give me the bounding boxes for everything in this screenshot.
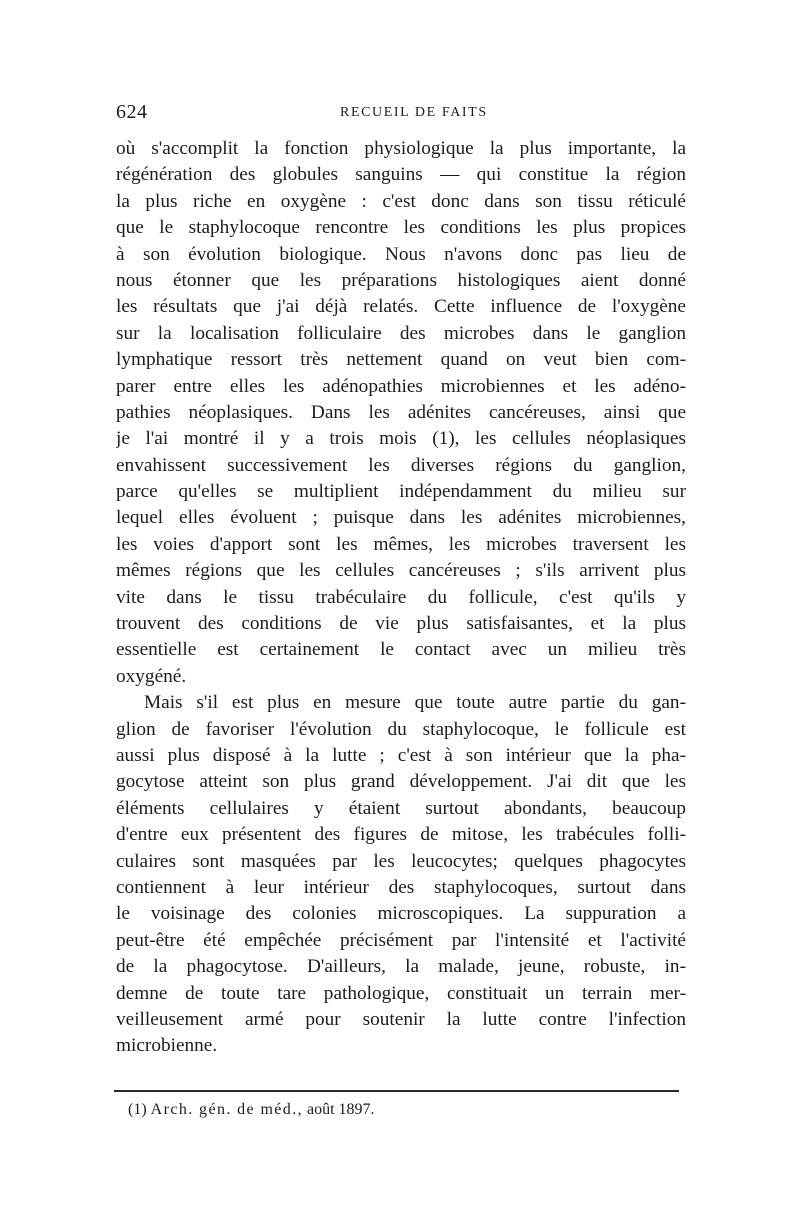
paragraph-start-line: Mais s'il est plus en mesure que toute autre partie du gan- [144, 692, 686, 714]
text-line: à son évolution biologique. Nous n'avons donc pas lieu de [116, 243, 686, 265]
text-line: pathies néoplasiques. Dans les adénites cancéreuses, ainsi que [116, 401, 686, 423]
footnote-marker: (1) [128, 1101, 147, 1118]
text-line: les voies d'apport sont les mêmes, les microbes traversent les [116, 533, 686, 555]
text-line: demne de toute tare pathologique, constituait un terrain mer- [116, 982, 686, 1004]
text-line: trouvent des conditions de vie plus satisfaisantes, et la plus [116, 613, 686, 635]
text-line: de la phagocytose. D'ailleurs, la malade, jeune, robuste, in- [116, 956, 686, 978]
footnote-divider-tail [669, 1090, 679, 1092]
body-text [116, 136, 686, 1060]
text-line: gocytose atteint son plus grand développement. J'ai dit que les [116, 771, 686, 793]
text-line: je l'ai montré il y a trois mois (1), les cellules néoplasiques [116, 428, 686, 450]
text-line: parce qu'elles se multiplient indépendamment du milieu sur [116, 481, 686, 503]
paragraph-end-line: microbienne. [116, 1035, 218, 1057]
text-line: glion de favoriser l'évolution du staphylocoque, le follicule est [116, 718, 686, 740]
text-line: aussi plus disposé à la lutte ; c'est à son intérieur que la pha- [116, 744, 686, 766]
page-number: 624 [116, 101, 148, 123]
running-header [116, 101, 684, 129]
text-line: contiennent à leur intérieur des staphylocoques, surtout dans [116, 876, 686, 898]
footnote-date: août 1897. [307, 1101, 375, 1118]
text-line: d'entre eux présentent des figures de mitose, les trabécules folli- [116, 824, 686, 846]
text-line: essentielle est certainement le contact avec un milieu très [116, 639, 686, 661]
paragraph-end-line: oxygéné. [116, 665, 187, 687]
text-line: où s'accomplit la fonction physiologique la plus importante, la [116, 138, 686, 159]
text-line: veilleusement armé pour soutenir la lutte contre l'infection [116, 1008, 686, 1030]
text-line: les résultats que j'ai déjà relatés. Cette influence de l'oxygène [116, 296, 686, 318]
text-line: peut-être été empêchée précisément par l'intensité et l'activité [116, 929, 686, 951]
text-line: parer entre elles les adénopathies microbiennes et les adéno- [116, 375, 686, 397]
text-line: culaires sont masquées par les leucocytes; quelques phagocytes [116, 850, 686, 872]
text-line: que le staphylocoque rencontre les conditions les plus propices [116, 217, 686, 239]
text-line: envahissent successivement les diverses régions du ganglion, [116, 454, 686, 476]
running-title: RECUEIL DE FAITS [340, 105, 488, 120]
text-line: la plus riche en oxygène : c'est donc dans son tissu réticulé [116, 190, 686, 212]
text-line: lymphatique ressort très nettement quand on veut bien com- [116, 349, 686, 371]
footnote-divider [114, 1090, 674, 1092]
footnote [128, 1099, 375, 1121]
text-line: sur la localisation folliculaire des microbes dans le ganglion [116, 322, 686, 344]
text-line: régénération des globules sanguins — qui constitue la région [116, 164, 686, 186]
text-line: lequel elles évoluent ; puisque dans les adénites microbiennes, [116, 507, 686, 529]
footnote-source: Arch. gén. de méd., [150, 1101, 303, 1118]
text-line: vite dans le tissu trabéculaire du follicule, c'est qu'ils y [116, 586, 686, 608]
text-line: nous étonner que les préparations histologiques aient donné [116, 269, 686, 291]
text-line: éléments cellulaires y étaient surtout abondants, beaucoup [116, 797, 686, 819]
text-line: mêmes régions que les cellules cancéreuses ; s'ils arrivent plus [116, 560, 686, 582]
text-line: le voisinage des colonies microscopiques. La suppuration a [116, 903, 686, 925]
